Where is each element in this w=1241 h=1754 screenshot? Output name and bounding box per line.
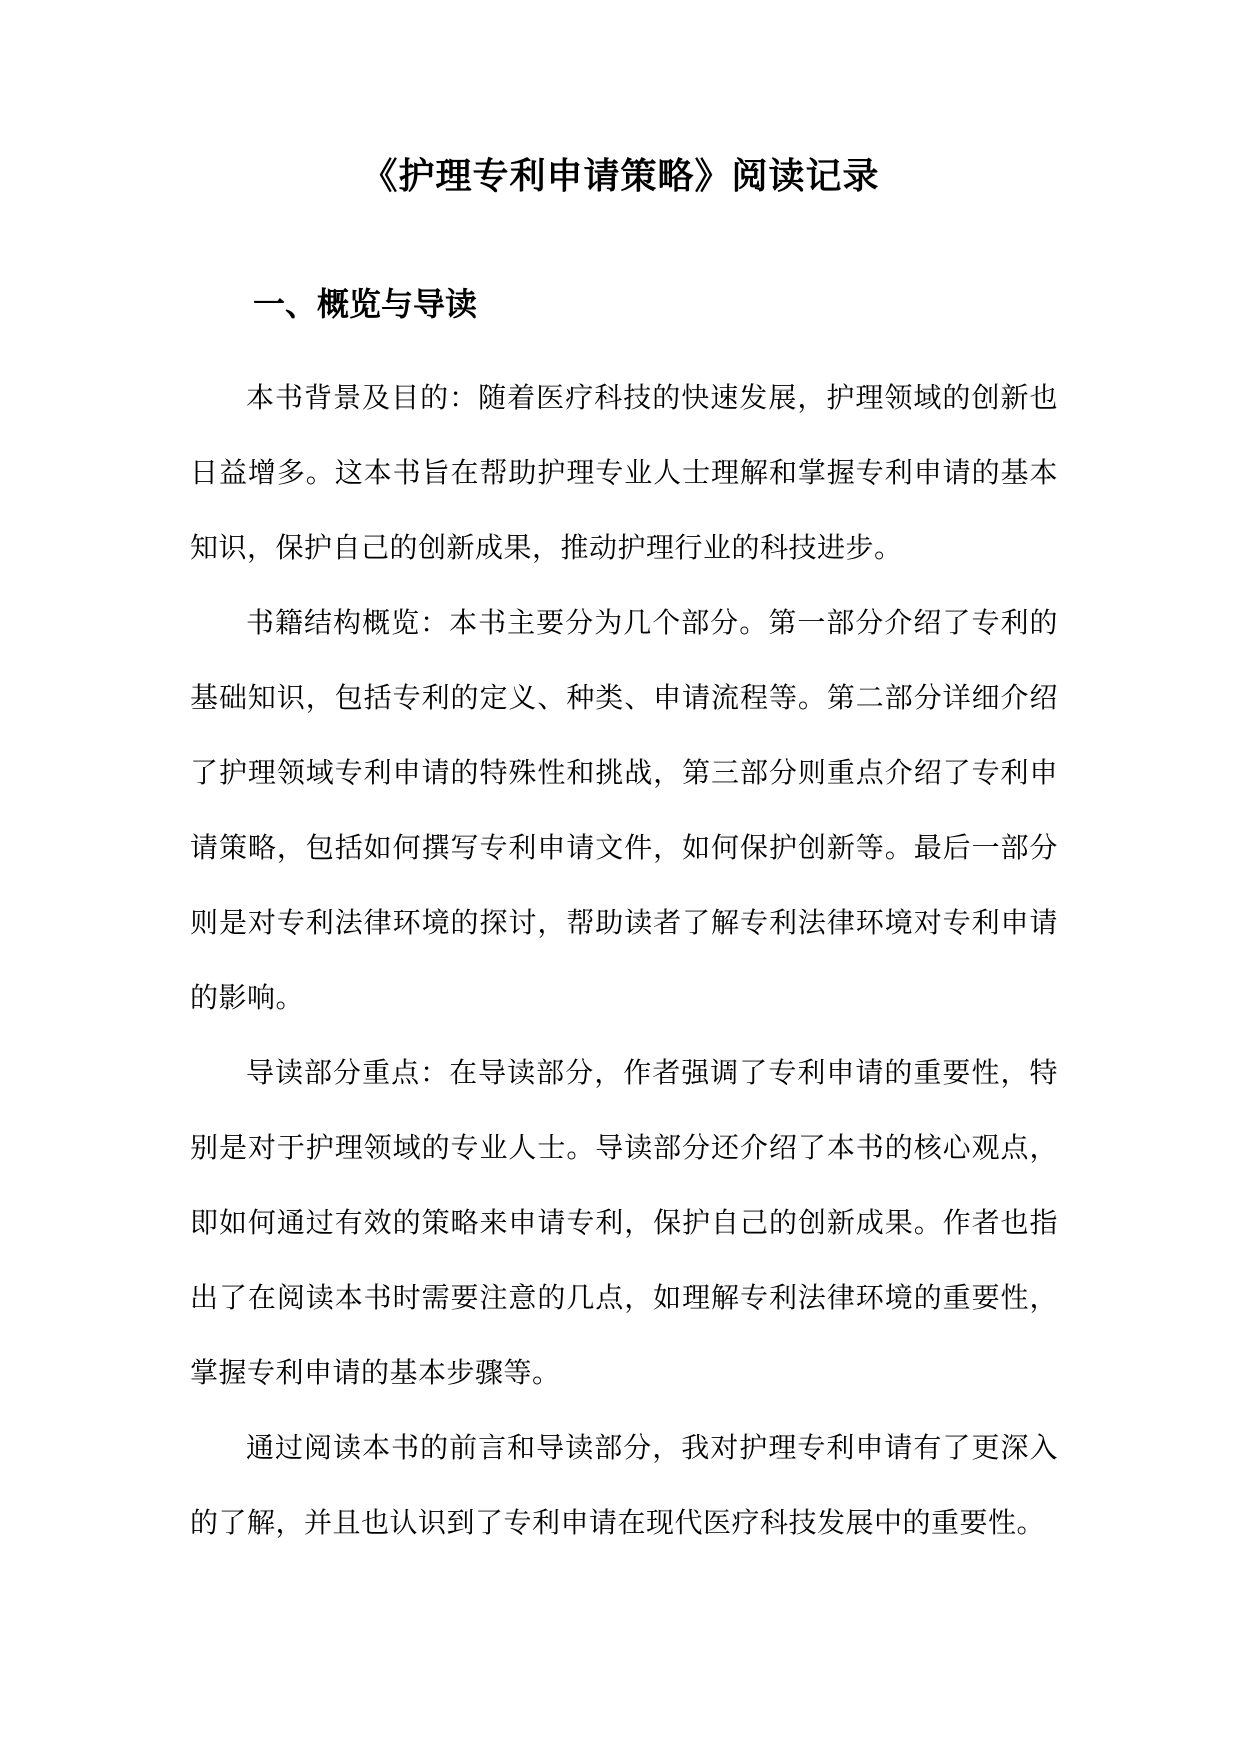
document-body (190, 360, 1058, 1560)
document-title: 《护理专利申请策略》阅读记录 (361, 155, 880, 197)
section-heading: 一、概览与导读 (253, 285, 478, 323)
paragraph-background: 本书背景及目的：随着医疗科技的快速发展，护理领域的创新也日益增多。这本书旨在帮助护理专业人士理解和掌握专利申请的基本知识，保护自己的创新成果，推动护理行业的科技进步。 (190, 381, 1058, 564)
paragraph-structure: 书籍结构概览：本书主要分为几个部分。第一部分介绍了专利的基础知识，包括专利的定义、种类、申请流程等。第二部分详细介绍了护理领域专利申请的特殊性和挑战，第三部分则重点介绍了专利申请策略，包括如何撰写专利申请文件，如何保护创新等。最后一部分则是对专利法律环境的探讨，帮助读者了解专利法律环境对专利申请的影响。 (190, 606, 1058, 1014)
paragraph-reflection: 通过阅读本书的前言和导读部分，我对护理专利申请有了更深入的了解，并且也认识到了专利申请在现代医疗科技发展中的重要性。 (190, 1431, 1058, 1539)
paragraph-guide: 导读部分重点：在导读部分，作者强调了专利申请的重要性，特别是对于护理领域的专业人士。导读部分还介绍了本书的核心观点，即如何通过有效的策略来申请专利，保护自己的创新成果。作者也指出了在阅读本书时需要注意的几点，如理解专利法律环境的重要性，掌握专利申请的基本步骤等。 (190, 1056, 1058, 1389)
